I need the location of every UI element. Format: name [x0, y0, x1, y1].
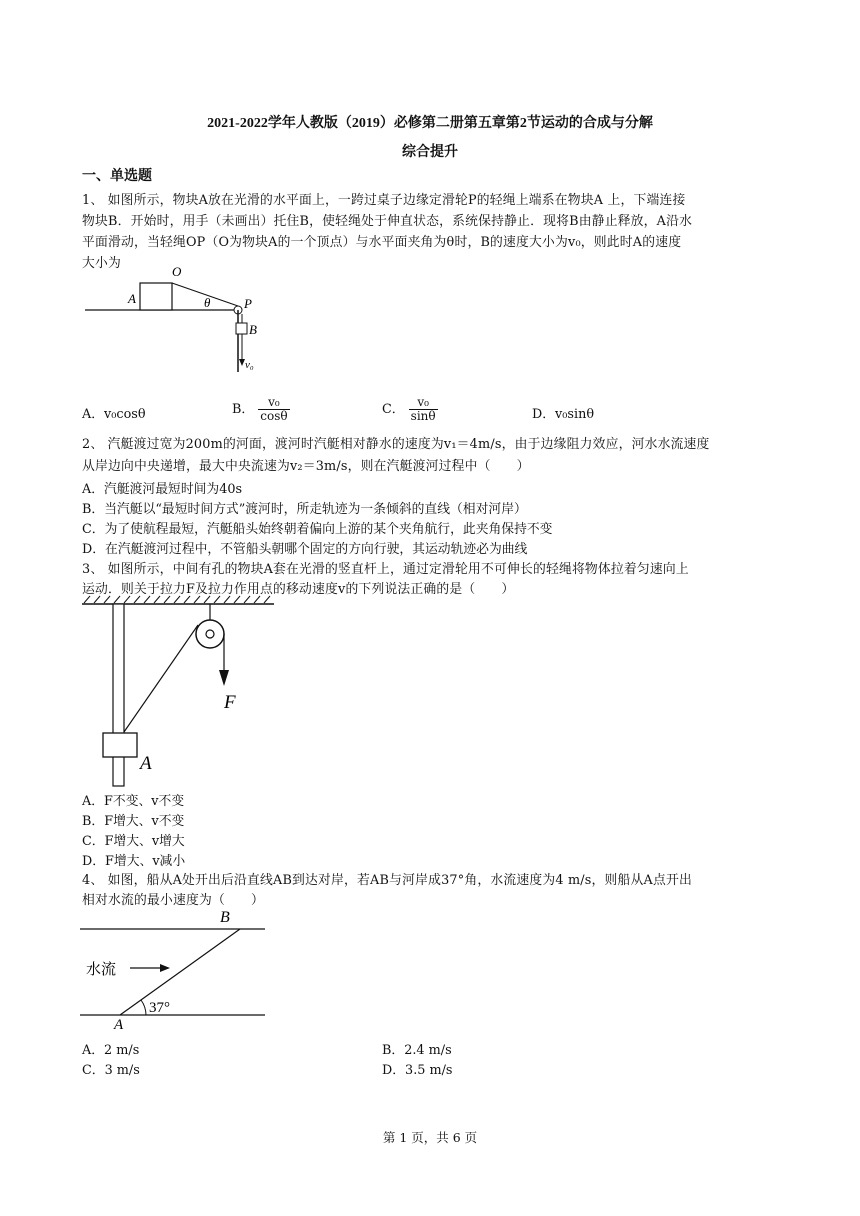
q3-option-a[interactable]: A．F不变、v不变 [82, 794, 185, 809]
q4-label-B: B [220, 909, 230, 926]
q1-line-4: 大小为 [82, 256, 121, 271]
q1-option-c-fraction [409, 396, 438, 423]
q2-option-a[interactable]: A．汽艇渡河最短时间为40s [82, 482, 243, 497]
q2-line-2: 从岸边向中央递增，最大中央流速为v₂＝3m/s，则在汽艇渡河过程中（ ） [82, 459, 530, 474]
document-title-line2: 综合提升 [402, 145, 458, 160]
q4-option-a[interactable]: A．2 m/s [82, 1043, 140, 1058]
q3-option-b[interactable]: B．F增大、v不变 [82, 814, 185, 829]
q4-label-A: A [114, 1017, 124, 1033]
page-footer: 第 1 页，共 6 页 [382, 1130, 478, 1145]
q1-option-c-den: sinθ [410, 409, 436, 424]
q1-figure [80, 262, 280, 377]
q1-option-c-prefix: C． [382, 402, 405, 418]
q3-line-1: 3、 如图所示，中间有孔的物块A套在光滑的竖直杆上，通过定滑轮用不可伸长的轻绳将物体拉着匀速向上 [82, 562, 689, 577]
q4-label-angle: 37° [149, 1000, 170, 1016]
q1-line-3: 平面滑动，当轻绳OP（O为物块A的一个顶点）与水平面夹角为θ时，B的速度大小为v₀，则此时A的速度 [82, 235, 682, 250]
q1-label-theta: θ [204, 295, 211, 310]
q3-option-c[interactable]: C．F增大、v增大 [82, 834, 185, 849]
q1-label-O: O [172, 264, 182, 279]
q3-option-d[interactable]: D．F增大、v减小 [82, 854, 186, 869]
q1-option-a[interactable]: A．v₀cosθ [82, 407, 146, 422]
q2-option-c[interactable]: C．为了使航程最短，汽艇船头始终朝着偏向上游的某个夹角航行，此夹角保持不变 [82, 522, 553, 537]
q3-line-2: 运动．则关于拉力F及拉力作用点的移动速度v的下列说法正确的是（ ） [82, 582, 515, 597]
section-heading: 一、单选题 [82, 168, 152, 184]
q1-label-P: P [244, 296, 252, 311]
q1-option-b-prefix: B． [232, 402, 255, 418]
q4-option-c[interactable]: C．3 m/s [82, 1063, 140, 1078]
q1-option-c-num: v₀ [409, 396, 438, 410]
q1-line-1: 1、 如图所示，物块A放在光滑的水平面上，一跨过桌子边缘定滑轮P的轻绳上端系在物块A 上，下端连接 [82, 193, 686, 208]
q1-option-b-den: cosθ [260, 409, 288, 424]
q4-option-b[interactable]: B．2.4 m/s [382, 1043, 452, 1058]
q1-option-b-fraction [258, 396, 289, 423]
q3-label-F: F [224, 692, 236, 713]
q1-option-b[interactable] [232, 396, 290, 423]
q4-line-2: 相对水流的最小速度为（ ） [82, 893, 264, 908]
q2-line-1: 2、 汽艇渡过宽为200m的河面，渡河时汽艇相对静水的速度为v₁＝4m/s，由于边缘阻力效应，河水水流速度 [82, 437, 710, 452]
q1-option-b-num: v₀ [258, 396, 289, 410]
q3-figure [78, 592, 278, 792]
q1-option-d[interactable]: D．v₀sinθ [532, 407, 595, 422]
q1-label-v0: v₀ [245, 359, 254, 371]
q2-option-b[interactable]: B．当汽艇以“最短时间方式”渡河时，所走轨迹为一条倾斜的直线（相对河岸） [82, 502, 527, 517]
document-title-line1: 2021-2022学年人教版（2019）必修第二册第五章第2节运动的合成与分解 [207, 116, 653, 131]
q4-line-1: 4、 如图，船从A处开出后沿直线AB到达对岸，若AB与河岸成37°角，水流速度为4 m/s，则船从A点开出 [82, 873, 692, 888]
q1-option-c[interactable] [382, 396, 438, 423]
q4-label-flow: 水流 [86, 962, 117, 978]
q1-label-B: B [249, 322, 257, 337]
q2-option-d[interactable]: D．在汽艇渡河过程中，不管船头朝哪个固定的方向行驶，其运动轨迹必为曲线 [82, 542, 528, 557]
q1-line-2: 物块B．开始时，用手（未画出）托住B，使轻绳处于伸直状态，系统保持静止．现将B由静止释放，A沿水 [82, 214, 693, 229]
q1-label-A: A [128, 291, 136, 306]
q4-figure [80, 905, 280, 1033]
q4-option-d[interactable]: D．3.5 m/s [382, 1063, 453, 1078]
q3-label-A: A [140, 753, 152, 774]
